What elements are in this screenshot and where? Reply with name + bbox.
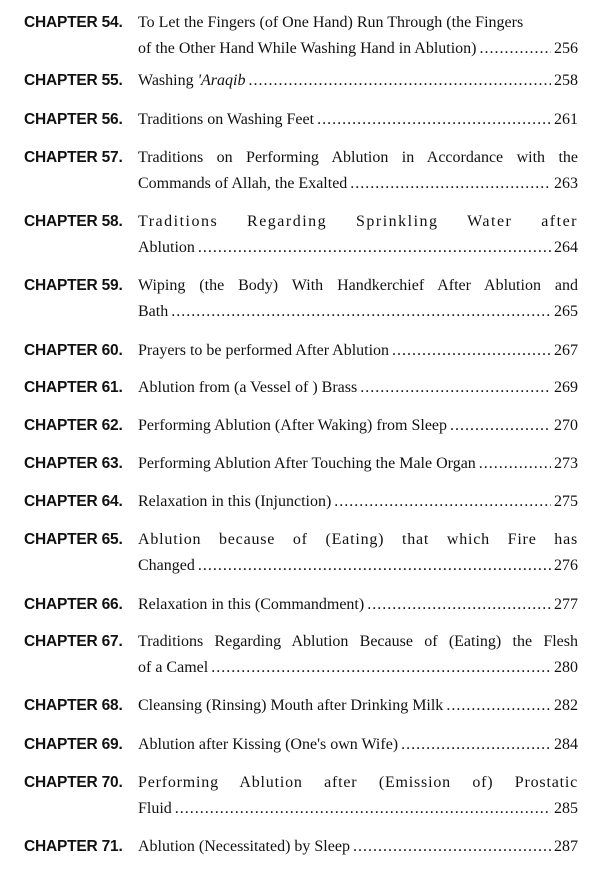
- chapter-title: [138, 451, 578, 477]
- dot-leader: [171, 299, 551, 325]
- chapter-title-text: Prayers to be performed After Ablution: [138, 342, 390, 359]
- dot-leader: [175, 796, 551, 822]
- chapter-title-text: Ablution after Kissing (One's own Wife): [138, 736, 399, 753]
- page-number: 276: [554, 557, 578, 574]
- chapter-title-leader-line: [138, 834, 578, 860]
- toc-entry-chapter-64[interactable]: [24, 489, 578, 515]
- toc-entry-chapter-55[interactable]: [24, 68, 578, 94]
- chapter-title-italic: 'Araqib: [197, 72, 246, 89]
- chapter-title-text: Performing Ablution After Touching the Male Organ: [138, 455, 476, 472]
- chapter-title-leader-line: [138, 235, 578, 261]
- chapter-title-text: Changed: [138, 557, 195, 574]
- page-number: 256: [554, 40, 578, 57]
- chapter-title-text: Commands of Allah, the Exalted: [138, 175, 348, 192]
- dot-leader: [367, 592, 551, 618]
- dot-leader: [450, 413, 551, 439]
- toc-entry-chapter-66[interactable]: [24, 592, 578, 618]
- page-number: 282: [554, 697, 578, 714]
- chapter-label: CHAPTER 69.: [24, 736, 123, 753]
- page-number: 270: [554, 417, 578, 434]
- toc-entry-chapter-61[interactable]: [24, 375, 578, 401]
- dot-leader: [446, 693, 551, 719]
- toc-entry-chapter-69[interactable]: [24, 732, 578, 758]
- chapter-title-leader-line: [138, 338, 578, 364]
- chapter-title: [138, 834, 578, 860]
- page-number: 273: [554, 455, 578, 472]
- chapter-label: CHAPTER 64.: [24, 493, 123, 510]
- chapter-title-line: Traditions Regarding Sprinkling Water after: [138, 213, 578, 230]
- chapter-title-leader-line: [138, 171, 578, 197]
- chapter-title-text: Traditions on Washing Feet: [138, 111, 315, 128]
- chapter-title: [138, 375, 578, 401]
- chapter-label: CHAPTER 54.: [24, 14, 123, 31]
- chapter-label: CHAPTER 59.: [24, 277, 123, 294]
- chapter-label: CHAPTER 66.: [24, 596, 123, 613]
- chapter-label: CHAPTER 57.: [24, 149, 123, 166]
- chapter-title: [138, 413, 578, 439]
- chapter-label: CHAPTER 62.: [24, 417, 123, 434]
- toc-entry-chapter-60[interactable]: [24, 338, 578, 364]
- chapter-title-line: To Let the Fingers (of One Hand) Run Through (the Fingers: [138, 14, 524, 31]
- chapter-title-leader-line: [138, 592, 578, 618]
- dot-leader: [480, 36, 551, 62]
- chapter-label: CHAPTER 56.: [24, 111, 123, 128]
- chapter-label: CHAPTER 68.: [24, 697, 123, 714]
- chapter-title-text: Ablution: [138, 239, 195, 256]
- page-number: 287: [554, 838, 578, 855]
- chapter-title-text: [138, 68, 245, 94]
- chapter-label: CHAPTER 58.: [24, 213, 123, 230]
- dot-leader: [479, 451, 551, 477]
- toc-entry-chapter-62[interactable]: [24, 413, 578, 439]
- page-number: 258: [554, 72, 578, 89]
- chapter-title-leader-line: [138, 693, 578, 719]
- dot-leader: [392, 338, 551, 364]
- chapter-title: [138, 273, 578, 325]
- chapter-title-line: Traditions on Performing Ablution in Accordance with the: [138, 149, 578, 166]
- chapter-title-leader-line: [138, 451, 578, 477]
- dot-leader: [401, 732, 551, 758]
- chapter-title-text: Relaxation in this (Injunction): [138, 493, 332, 510]
- toc-entry-chapter-63[interactable]: [24, 451, 578, 477]
- toc-entry-chapter-56[interactable]: [24, 107, 578, 133]
- chapter-label: CHAPTER 61.: [24, 379, 123, 396]
- chapter-title-text: Relaxation in this (Commandment): [138, 596, 365, 613]
- page-number: 284: [554, 736, 578, 753]
- chapter-title-leader-line: [138, 375, 578, 401]
- chapter-label: CHAPTER 70.: [24, 774, 123, 791]
- page-number: 267: [554, 342, 578, 359]
- page-number: 265: [554, 303, 578, 320]
- page-number: 285: [554, 800, 578, 817]
- chapter-title: [138, 770, 578, 822]
- dot-leader: [353, 834, 551, 860]
- chapter-title-leader-line: [138, 732, 578, 758]
- chapter-title: [138, 489, 578, 515]
- chapter-title: [138, 209, 578, 261]
- chapter-title: [138, 527, 578, 579]
- chapter-title-roman: Washing: [138, 72, 198, 89]
- page-number: 275: [554, 493, 578, 510]
- chapter-label: CHAPTER 60.: [24, 342, 123, 359]
- chapter-title-text: Bath: [138, 303, 169, 320]
- chapter-title: [138, 68, 578, 94]
- chapter-title-text: of the Other Hand While Washing Hand in Ablution): [138, 40, 477, 57]
- toc-entry-chapter-67[interactable]: [24, 629, 578, 681]
- dot-leader: [334, 489, 551, 515]
- dot-leader: [317, 107, 551, 133]
- dot-leader: [198, 553, 551, 579]
- chapter-title-leader-line: [138, 489, 578, 515]
- chapter-label: CHAPTER 63.: [24, 455, 123, 472]
- chapter-title-text: Performing Ablution (After Waking) from Sleep: [138, 417, 448, 434]
- chapter-label: CHAPTER 55.: [24, 72, 123, 89]
- dot-leader: [360, 375, 551, 401]
- toc-entry-chapter-59[interactable]: [24, 273, 578, 325]
- chapter-title-leader-line: [138, 553, 578, 579]
- page-number: 280: [554, 659, 578, 676]
- page-number: 277: [554, 596, 578, 613]
- dot-leader: [248, 68, 551, 94]
- chapter-title-leader-line: [138, 107, 578, 133]
- page-number: 261: [554, 111, 578, 128]
- toc-entry-chapter-57[interactable]: [24, 145, 578, 197]
- chapter-title: [138, 732, 578, 758]
- chapter-title: [138, 592, 578, 618]
- chapter-label: CHAPTER 67.: [24, 633, 123, 650]
- chapter-title: [138, 145, 578, 197]
- chapter-title-line: Performing Ablution after (Emission of) Prostatic: [138, 774, 578, 791]
- toc-entry-chapter-71[interactable]: [24, 834, 578, 860]
- chapter-title-line: Ablution because of (Eating) that which Fire has: [138, 531, 578, 548]
- chapter-title-leader-line: [138, 796, 578, 822]
- chapter-title: [138, 629, 578, 681]
- chapter-title-leader-line: [138, 36, 578, 62]
- chapter-title: [138, 693, 578, 719]
- page-number: 263: [554, 175, 578, 192]
- chapter-title-leader-line: [138, 655, 578, 681]
- toc-entry-chapter-68[interactable]: [24, 693, 578, 719]
- page-number: 264: [554, 239, 578, 256]
- chapter-title-leader-line: [138, 299, 578, 325]
- dot-leader: [198, 235, 551, 261]
- chapter-label: CHAPTER 71.: [24, 838, 123, 855]
- dot-leader: [350, 171, 551, 197]
- chapter-title: [138, 107, 578, 133]
- toc-entry-chapter-65[interactable]: [24, 527, 578, 579]
- chapter-title-leader-line: [138, 413, 578, 439]
- chapter-title-leader-line: [138, 68, 578, 94]
- toc-entry-chapter-58[interactable]: [24, 209, 578, 261]
- chapter-title-line: Traditions Regarding Ablution Because of (Eating) the Flesh: [138, 633, 578, 650]
- chapter-title: [138, 10, 578, 62]
- chapter-title-text: Fluid: [138, 800, 172, 817]
- toc-entry-chapter-54[interactable]: [24, 10, 578, 62]
- chapter-title-text: Ablution (Necessitated) by Sleep: [138, 838, 350, 855]
- page-number: 269: [554, 379, 578, 396]
- chapter-title-text: of a Camel: [138, 659, 209, 676]
- chapter-label: CHAPTER 65.: [24, 531, 123, 548]
- chapter-title: [138, 338, 578, 364]
- chapter-title-text: Cleansing (Rinsing) Mouth after Drinking Milk: [138, 697, 444, 714]
- dot-leader: [211, 655, 551, 681]
- chapter-title-line: Wiping (the Body) With Handkerchief After Ablution and: [138, 277, 578, 294]
- chapter-title-text: Ablution from (a Vessel of ) Brass: [138, 379, 358, 396]
- toc-entry-chapter-70[interactable]: [24, 770, 578, 822]
